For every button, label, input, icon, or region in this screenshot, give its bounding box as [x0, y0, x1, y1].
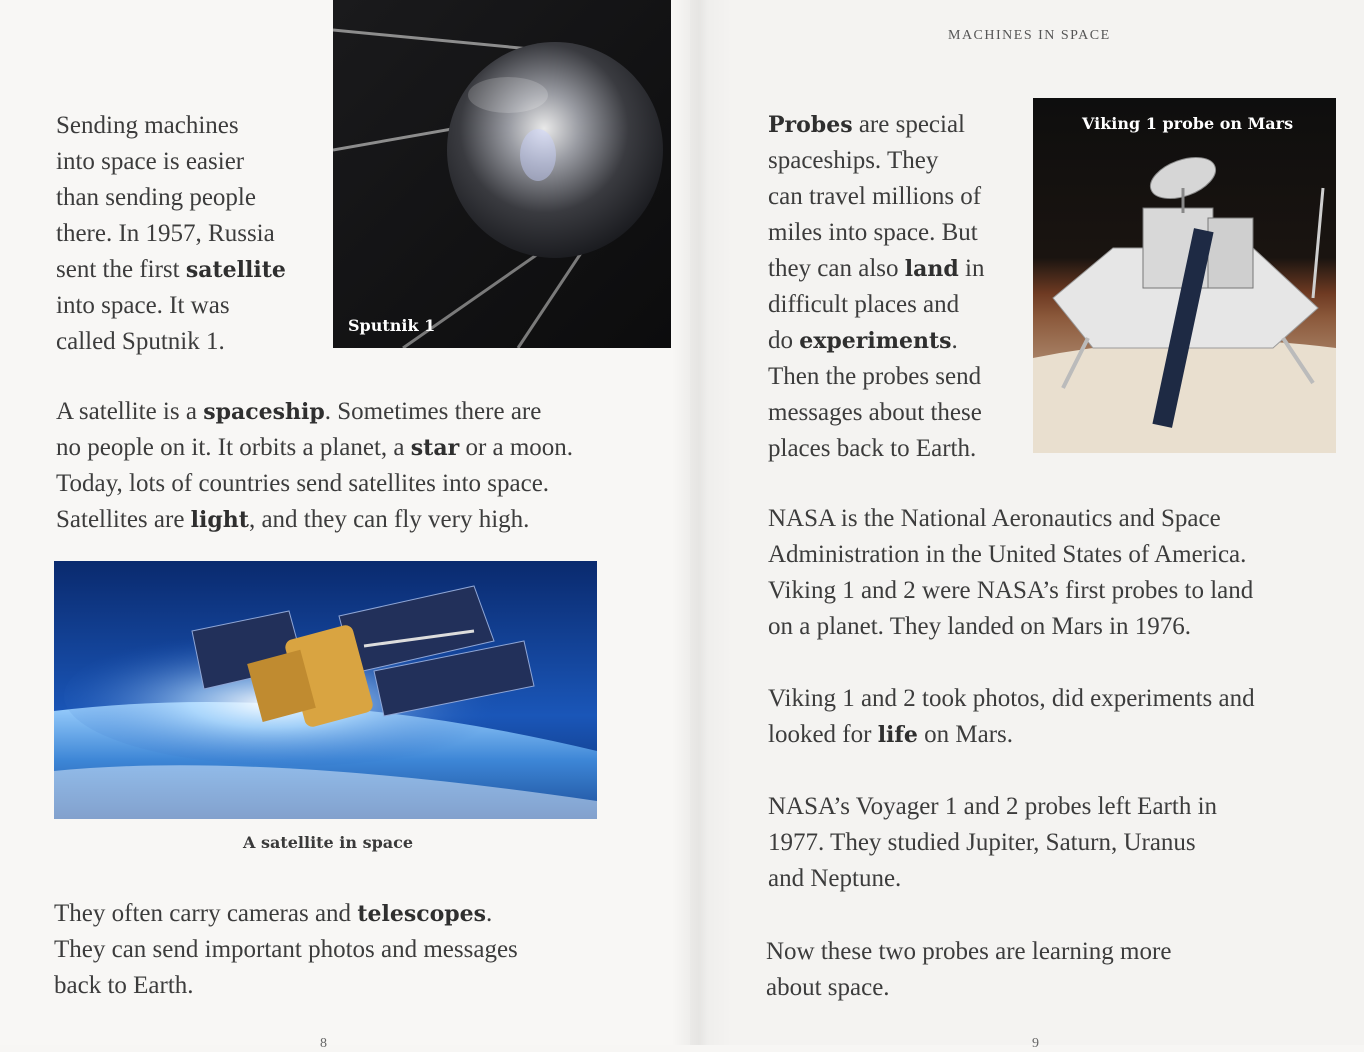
- cameras-line-2: They can send important photos and messages: [54, 936, 518, 963]
- satellite-photo: [54, 561, 597, 819]
- viking-line-1: Viking 1 and 2 took photos, did experiments and: [768, 685, 1255, 712]
- satellite-line-3: Today, lots of countries send satellites into space.: [56, 470, 550, 497]
- probes-line-8: Then the probes send: [768, 363, 982, 390]
- term-telescopes: telescopes: [357, 901, 487, 927]
- sputnik-photo: [333, 0, 671, 348]
- intro-line-5: sent the first satellite: [56, 256, 286, 283]
- intro-line-3: than sending people: [56, 184, 256, 211]
- intro-line-2: into space is easier: [56, 148, 245, 175]
- viking-photo: [1033, 98, 1336, 453]
- voyager-paragraph: [768, 789, 1328, 897]
- voyager-line-3: and Neptune.: [768, 865, 902, 892]
- term-land: land: [904, 256, 959, 282]
- probes-line-4: miles into space. But: [768, 219, 978, 246]
- probes-paragraph: [768, 107, 1028, 467]
- nasa-line-1: NASA is the National Aeronautics and Space: [768, 505, 1221, 532]
- cameras-line-3: back to Earth.: [54, 972, 194, 999]
- nasa-paragraph: [768, 501, 1328, 645]
- term-probes: Probes: [768, 112, 853, 138]
- page-number-right: 9: [1032, 1036, 1039, 1051]
- satellite-line-2: no people on it. It orbits a planet, a star or a moon.: [56, 434, 574, 461]
- term-satellite: satellite: [185, 257, 286, 283]
- probes-line-7: do experiments.: [768, 327, 958, 354]
- intro-line-1: Sending machines: [56, 112, 239, 139]
- learning-paragraph: [766, 934, 1326, 1006]
- probes-line-1: Probes are special: [768, 111, 966, 138]
- learning-line-1: Now these two probes are learning more: [766, 938, 1172, 965]
- nasa-line-4: on a planet. They landed on Mars in 1976.: [768, 613, 1192, 640]
- satellite-line-4: Satellites are light, and they can fly very high.: [56, 506, 530, 533]
- nasa-line-2: Administration in the United States of America.: [768, 541, 1247, 568]
- term-experiments: experiments: [799, 328, 952, 354]
- cameras-paragraph: [54, 896, 654, 1004]
- intro-line-7: called Sputnik 1.: [56, 328, 225, 355]
- term-light: light: [190, 507, 249, 533]
- sputnik-label: Sputnik 1: [348, 316, 436, 335]
- term-life: life: [877, 722, 918, 748]
- viking-paragraph: [768, 681, 1328, 753]
- viking-label: Viking 1 probe on Mars: [1082, 114, 1294, 133]
- learning-line-2: about space.: [766, 974, 890, 1001]
- satellite-line-1: A satellite is a spaceship. Sometimes there are: [56, 398, 542, 425]
- nasa-line-3: Viking 1 and 2 were NASA’s first probes to land: [768, 577, 1254, 604]
- intro-line-6: into space. It was: [56, 292, 230, 319]
- satellite-paragraph: [56, 394, 656, 538]
- probes-line-2: spaceships. They: [768, 147, 939, 174]
- running-head: MACHINES IN SPACE: [948, 28, 1111, 43]
- voyager-line-2: 1977. They studied Jupiter, Saturn, Uranus: [768, 829, 1196, 856]
- voyager-line-1: NASA’s Voyager 1 and 2 probes left Earth in: [768, 793, 1218, 820]
- viking-line-2: looked for life on Mars.: [768, 721, 1014, 748]
- probes-line-5: they can also land in: [768, 255, 985, 282]
- intro-line-4: there. In 1957, Russia: [56, 220, 275, 247]
- satellite-caption: A satellite in space: [243, 833, 414, 852]
- probes-line-10: places back to Earth.: [768, 435, 977, 462]
- intro-paragraph: [56, 108, 326, 360]
- book-gutter: [672, 0, 732, 1045]
- probes-line-3: can travel millions of: [768, 183, 982, 210]
- page-number-left: 8: [320, 1036, 327, 1051]
- probes-line-6: difficult places and: [768, 291, 960, 318]
- cameras-line-1: They often carry cameras and telescopes.: [54, 900, 493, 927]
- term-star: star: [410, 435, 460, 461]
- term-spaceship: spaceship: [203, 399, 325, 425]
- probes-line-9: messages about these: [768, 399, 982, 426]
